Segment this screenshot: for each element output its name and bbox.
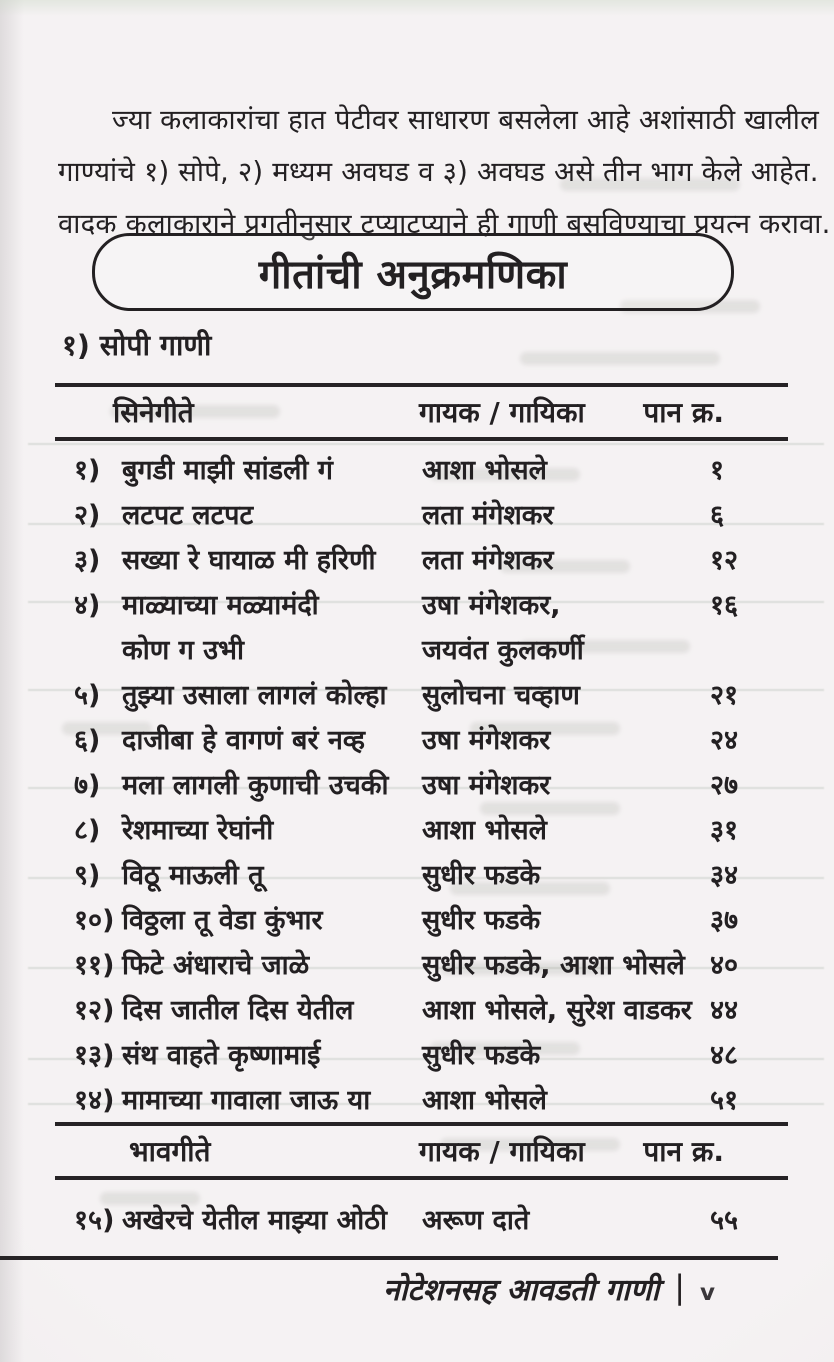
- song-number: १५): [74, 1205, 115, 1236]
- singer-name: लता मंगेशकर: [422, 545, 554, 576]
- running-footer: [383, 1268, 716, 1309]
- singer-name: सुधीर फडके: [422, 1040, 541, 1071]
- toc-row: [55, 1076, 788, 1121]
- page-title: गीतांची अनुक्रमणिका: [258, 251, 568, 298]
- song-title: सख्या रे घायाळ मी हरिणी: [122, 545, 376, 576]
- page-number: ४०: [710, 950, 739, 981]
- toc-header-row: [55, 383, 788, 441]
- ghost-text-blob: [520, 352, 720, 365]
- column-header-singer: गायक / गायिका: [419, 1135, 585, 1168]
- page-number: १२: [710, 545, 739, 576]
- toc-row: [55, 446, 788, 491]
- song-number: ३): [74, 545, 101, 576]
- column-header-page: पान क्र.: [643, 396, 724, 429]
- page-number: ६: [710, 500, 725, 531]
- toc-row: [55, 1185, 788, 1243]
- song-title: तुझ्या उसाला लागलं कोल्हा: [122, 680, 387, 711]
- singer-name: आशा भोसले: [422, 1085, 547, 1116]
- toc-row: [55, 986, 788, 1031]
- footer-book-title: नोटेशनसह आवडती गाणी: [383, 1273, 660, 1308]
- song-title: मला लागली कुणाची उचकी: [122, 770, 389, 801]
- page-number: ५५: [710, 1205, 739, 1236]
- song-number: १३): [74, 1040, 115, 1071]
- singer-name: उषा मंगेशकर,: [422, 590, 561, 621]
- intro-line: ज्या कलाकारांचा हात पेटीवर साधारण बसलेला आहे अशांसाठी खालील: [112, 104, 819, 136]
- singer-name: आशा भोसले: [422, 455, 547, 486]
- index-title-box: [92, 233, 734, 311]
- toc-row: [55, 941, 788, 986]
- toc-row: [55, 851, 788, 896]
- song-number: १): [74, 455, 101, 486]
- song-title: बुगडी माझी सांडली गं: [122, 455, 333, 486]
- toc-row: [55, 626, 788, 671]
- song-number: ५): [74, 680, 101, 711]
- song-title: लटपट लटपट: [122, 500, 254, 531]
- song-number: ६): [74, 725, 101, 756]
- page-number: ३४: [710, 860, 739, 891]
- column-header-singer: गायक / गायिका: [419, 396, 585, 429]
- song-title: संथ वाहते कृष्णामाई: [122, 1040, 321, 1071]
- song-number: ११): [74, 950, 115, 981]
- singer-name: अरूण दाते: [422, 1205, 530, 1236]
- song-title: विठू माऊली तू: [122, 860, 264, 891]
- singer-name: सुलोचना चव्हाण: [422, 680, 580, 711]
- song-title: फिटे अंधाराचे जाळे: [122, 950, 310, 981]
- toc-header-row: [55, 1122, 788, 1180]
- intro-line: वादक कलाकाराने प्रगतीनुसार टप्याटप्याने ही गाणी बसविण्याचा प्रयत्न करावा.: [58, 208, 831, 240]
- song-number: १०): [74, 905, 115, 936]
- singer-name: सुधीर फडके: [422, 905, 541, 936]
- page-number: ४४: [710, 995, 739, 1026]
- singer-name: आशा भोसले: [422, 815, 547, 846]
- toc-row: [55, 581, 788, 626]
- song-title: दाजीबा हे वागणं बरं नव्ह: [122, 725, 366, 756]
- toc-table-cine-songs: [55, 383, 788, 1121]
- song-title: दिस जातील दिस येतील: [122, 995, 354, 1026]
- section-label-easy-songs: १) सोपी गाणी: [62, 329, 212, 362]
- page-number: १६: [710, 590, 739, 621]
- page-number: ३७: [710, 905, 739, 936]
- page-number: ५१: [710, 1085, 739, 1116]
- footer-page-number: v: [700, 1280, 716, 1306]
- singer-name: उषा मंगेशकर: [422, 770, 551, 801]
- toc-row: [55, 491, 788, 536]
- song-number: १२): [74, 995, 115, 1026]
- song-title: कोण ग उभी: [122, 635, 245, 666]
- intro-line: गाण्यांचे १) सोपे, २) मध्यम अवघड व ३) अवघड असे तीन भाग केले आहेत.: [58, 156, 819, 188]
- page-number: १: [710, 455, 725, 486]
- page-number: ३१: [710, 815, 739, 846]
- song-number: ४): [74, 590, 101, 621]
- toc-row: [55, 896, 788, 941]
- song-number: २): [74, 500, 101, 531]
- song-number: ७): [74, 770, 101, 801]
- toc-row: [55, 671, 788, 716]
- column-header-page: पान क्र.: [643, 1135, 724, 1168]
- singer-name: लता मंगेशकर: [422, 500, 554, 531]
- page-number: २४: [710, 725, 739, 756]
- footer-separator: |: [674, 1268, 685, 1306]
- intro-paragraph: [58, 94, 831, 250]
- song-title: रेशमाच्या रेघांनी: [122, 815, 274, 846]
- toc-rows: [55, 1180, 788, 1243]
- toc-row: [55, 536, 788, 581]
- page-number: २१: [710, 680, 739, 711]
- toc-row: [55, 761, 788, 806]
- singer-name: उषा मंगेशकर: [422, 725, 551, 756]
- song-title: माळ्याच्या मळ्यामंदी: [122, 590, 319, 621]
- singer-name: सुधीर फडके, आशा भोसले: [422, 950, 685, 981]
- column-header-category: सिनेगीते: [113, 396, 194, 429]
- column-header-category: भावगीते: [129, 1135, 211, 1168]
- song-number: ८): [74, 815, 101, 846]
- page-number: २७: [710, 770, 739, 801]
- song-title: मामाच्या गावाला जाऊ या: [122, 1085, 371, 1116]
- song-title: विठ्ठला तू वेडा कुंभार: [122, 905, 323, 936]
- toc-table-bhav-songs: [55, 1122, 788, 1243]
- toc-row: [55, 1031, 788, 1076]
- singer-name: जयवंत कुलकर्णी: [422, 635, 584, 666]
- footer-rule: [0, 1256, 778, 1260]
- singer-name: सुधीर फडके: [422, 860, 541, 891]
- singer-name: आशा भोसले, सुरेश वाडकर: [422, 995, 692, 1026]
- song-number: १४): [74, 1085, 115, 1116]
- song-title: अखेरचे येतील माझ्या ओठी: [122, 1205, 387, 1236]
- page-number: ४८: [710, 1040, 739, 1071]
- toc-row: [55, 716, 788, 761]
- song-number: ९): [74, 860, 101, 891]
- toc-rows: [55, 441, 788, 1121]
- toc-row: [55, 806, 788, 851]
